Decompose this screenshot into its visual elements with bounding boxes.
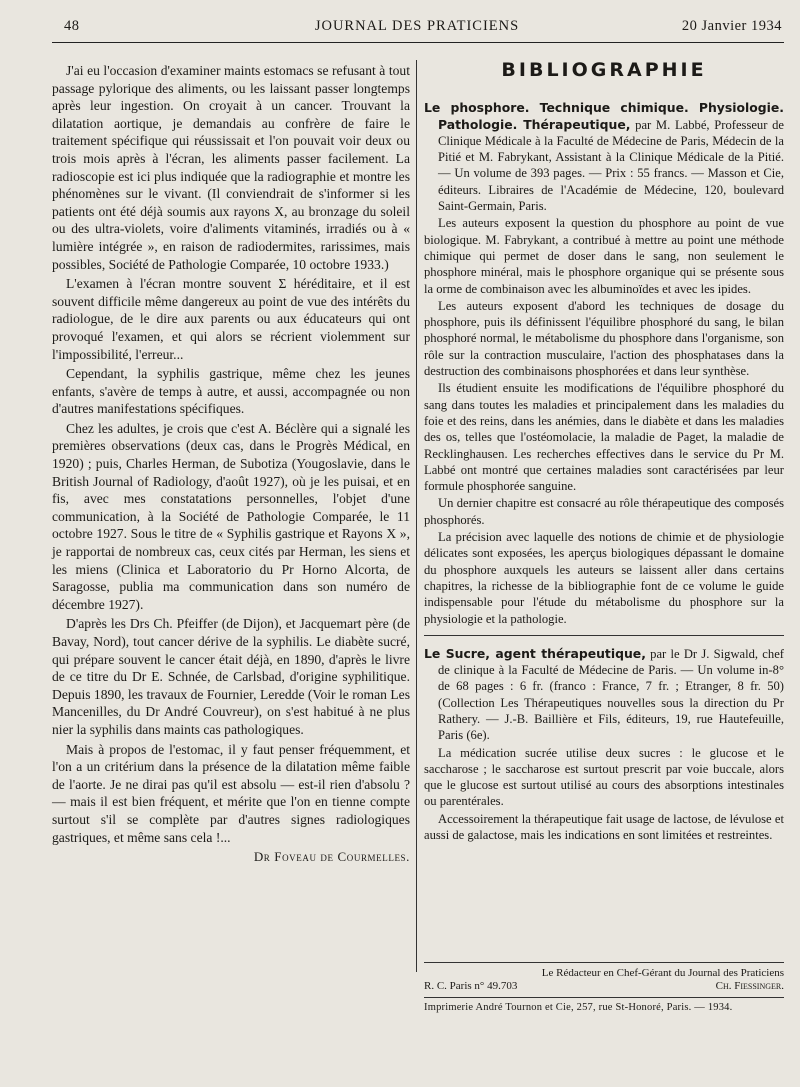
editor-line: Le Rédacteur en Chef-Gérant du Journal des Praticiens (541, 967, 784, 979)
journal-title: JOURNAL DES PRATICIENS (314, 18, 520, 34)
rc-number: R. C. Paris n° 49.703 (424, 980, 518, 992)
author-signature-text: Dr Foveau de Courmelles. (253, 849, 410, 865)
bibliography-entry-header (424, 100, 784, 214)
article-paragraph: Chez les adultes, je crois que c'est A. Béclère qui a signalé les premières observations (deux cas, dans le Progrès Médical, en 1920) ; puis, Charles Herman, de Subotiza (Yougoslavie, dans le British Journal of Radiology, d'août 1927), où je les puisai, et en fis, avec mes constatations personnelles, l'objet d'une communication, à la Société de Pathologie Comparée, le 11 octobre 1927. Sous le titre de « Syphilis gastrique et Rayons X », je rapportai de nombreux cas, ceux cités par Herman, les siens et les miens (Clinica et Laboratorio du Pr Horno Alcorta, de Saragosse, publia ma communication dans son numéro de décembre 1927). (52, 420, 410, 612)
footer-registration-row (424, 980, 784, 993)
book-title: Le phosphore. Technique chimique. Physiologie. Pathologie. Thérapeutique, (424, 100, 784, 132)
section-title: BIBLIOGRAPHIE (501, 59, 707, 81)
review-paragraph: Les auteurs exposent la question du phosphore au point de vue biologique. M. Fabrykant, a contribué à mettre au point une méthode chimique qui permet de doser dans le sang, non seulement le phosphore minéral, mais le phosphore organique qui se présente sous la orme de combinaison avec les albuminoïdes et avec les ipides. (424, 216, 784, 296)
book-citation: par M. Labbé, Professeur de Clinique Médicale à la Faculté de Médecine de Paris, Médecin de la Pitié et M. Fabrykant, Assistant à la Clinique Médicale de la Pitié. — Un volume de 393 pages. — Prix : 55 francs. — Masson et Cie, éditeurs. Libraires de l'Académie de Médecine, 120, boulevard Saint-Germain, Paris. (438, 117, 784, 214)
bibliography-column (424, 59, 784, 843)
page-number: 48 (64, 18, 80, 34)
article-paragraph: Cependant, la syphilis gastrique, même chez les jeunes enfants, s'avère de temps à autre, et aussi, accompagnée ou non d'autres manifestations spécifiques. (52, 366, 410, 417)
article-paragraph: L'examen à l'écran montre souvent Σ héréditaire, et il est souvent difficile même dangereux au point de vue des intérêts du radiologue, de le dire aux parents ou aux éducateurs qui ont provoqué l'examen, et qui alors se récrient violemment sur l'impossibilité, l'erreur... (52, 276, 410, 362)
entry-separator (424, 635, 784, 636)
header-rule (52, 42, 784, 43)
page-footer (424, 962, 784, 1014)
book-citation: par le Dr J. Sigwald, chef de clinique à la Faculté de Médecine de Paris. — Un volume in-8° de 68 pages : 6 fr. (franco : France, 7 fr. ; Etranger, 8 fr. 50) (Collection Les Thérapeutiques nouvelles sous la direction du Pr Rathery. — J.-B. Baillière et Fils, éditeurs, 19, rue Hautefeuille, Paris (6e). (438, 646, 784, 743)
article-paragraph: J'ai eu l'occasion d'examiner maints estomacs se refusant à tout passage pylorique des aliments, ou les laissant passer longtemps après leur ingestion. On croyait à un cancer. Trouvant la dilatation aortique, je demandais au confrère de faire le traitement spécifique qui réussissait et l'on pouvait voir deux ou trois mois après à l'écran, les aliments passer facilement. La radioscopie est ici plus indiquée que la radiographie et montre les phénomènes sur le vivant. (Il conviendrait de s'informer si les patients ont été déjà soumis aux rayons X, au bronzage du soleil ou des ultra-violets, voire d'aliments vitaminés, irradiés ou à « lumière intégrée », en raison de radiodermites, rarissimes, mais possibles, Société de Pathologie Comparée, 10 octobre 1933.) (52, 63, 410, 272)
author-signature (52, 848, 410, 866)
editor-name: Ch. Fiessinger. (715, 980, 784, 992)
review-paragraph: La précision avec laquelle des notions de chimie et de physiologie délicates sont exposées, les aperçus biologiques dépassant le domaine du phosphore auxquels les auteurs se laissent aller dans certains chapitres, la richesse de la bibliographie font de ce volume le guide indispensable pour l'étude du métabolisme du phosphore sur la physiologie et la pathologie. (424, 530, 784, 626)
article-column (52, 62, 410, 866)
column-divider (416, 60, 417, 972)
book-title: Le Sucre, agent thérapeutique, (424, 645, 646, 661)
bibliography-entry-header (424, 646, 784, 744)
issue-date: 20 Janvier 1934 (681, 18, 782, 34)
printer-line: Imprimerie André Tournon et Cie, 257, rue St-Honoré, Paris. — 1934. (424, 997, 784, 1014)
review-paragraph: Accessoirement la thérapeutique fait usage de lactose, de lévulose et aussi de galactose, mais les indications en sont limitées et restreintes. (424, 811, 784, 843)
review-paragraph: Les auteurs exposent d'abord les techniques de dosage du phosphore, puis ils définissent l'équilibre phosphoré du sang, le bilan phosphoré normal, le métabolisme du phosphore dans l'organisme, son rôle sur la contraction musculaire, l'action des phosphatases dans la destruction des combinaisons phosphorées et dans leur synthèse. (424, 298, 784, 379)
review-paragraph: Un dernier chapitre est consacré au rôle thérapeutique des composés phosphorés. (424, 496, 784, 527)
article-paragraph: Mais à propos de l'estomac, il y faut penser fréquemment, et l'on a un critérium dans la présence de la dilatation même faible de l'aorte. Je ne dirai pas qu'il est absolu — est-il rien d'absolu ? — mais il est bien fréquent, et mérite que l'on en tienne compte surtout s'il se complète par d'autres signes radiologiques gastriques, et même sans cela !... (52, 741, 410, 845)
page-header (52, 18, 782, 40)
footer-rule (424, 962, 784, 963)
review-paragraph: La médication sucrée utilise deux sucres : le glucose et le saccharose ; le saccharose est surtout prescrit par voie buccale, alors que le glucose est surtout utilisé au cours des absorptions intestinales ou parentérales. (424, 745, 784, 809)
article-paragraph: D'après les Drs Ch. Pfeiffer (de Dijon), et Jacquemart père (de Bavay, Nord), tout cancer dérive de la syphilis. Le diabète sucré, qui prépare souvent le cancer était déjà, en 1890, d'après le livre de ce titre du Dr E. Schnée, de Carlsbad, d'origine syphilitique. Depuis 1890, les travaux de Fournier, Leredde (Voir le roman Les Mancenilles, du Dr André Couvreur), on s'est habitué à ne plus nier la syphilis dans maints cas pathologiques. (52, 616, 410, 737)
review-paragraph: Ils étudient ensuite les modifications de l'équilibre phosphoré du sang dans toutes les maladies et principalement dans les maladies du foie et des reins, dans les anémies, dans le diabète et dans les maladies des os, telles que l'ostéomolacie, la maladie de Paget, la maladie de Recklinghausen. Les recherches effectives dans le service du Pr M. Labbé ont montré que certaines maladies sont caractérisées par leur formule phosphorée sanguine. (424, 381, 784, 494)
